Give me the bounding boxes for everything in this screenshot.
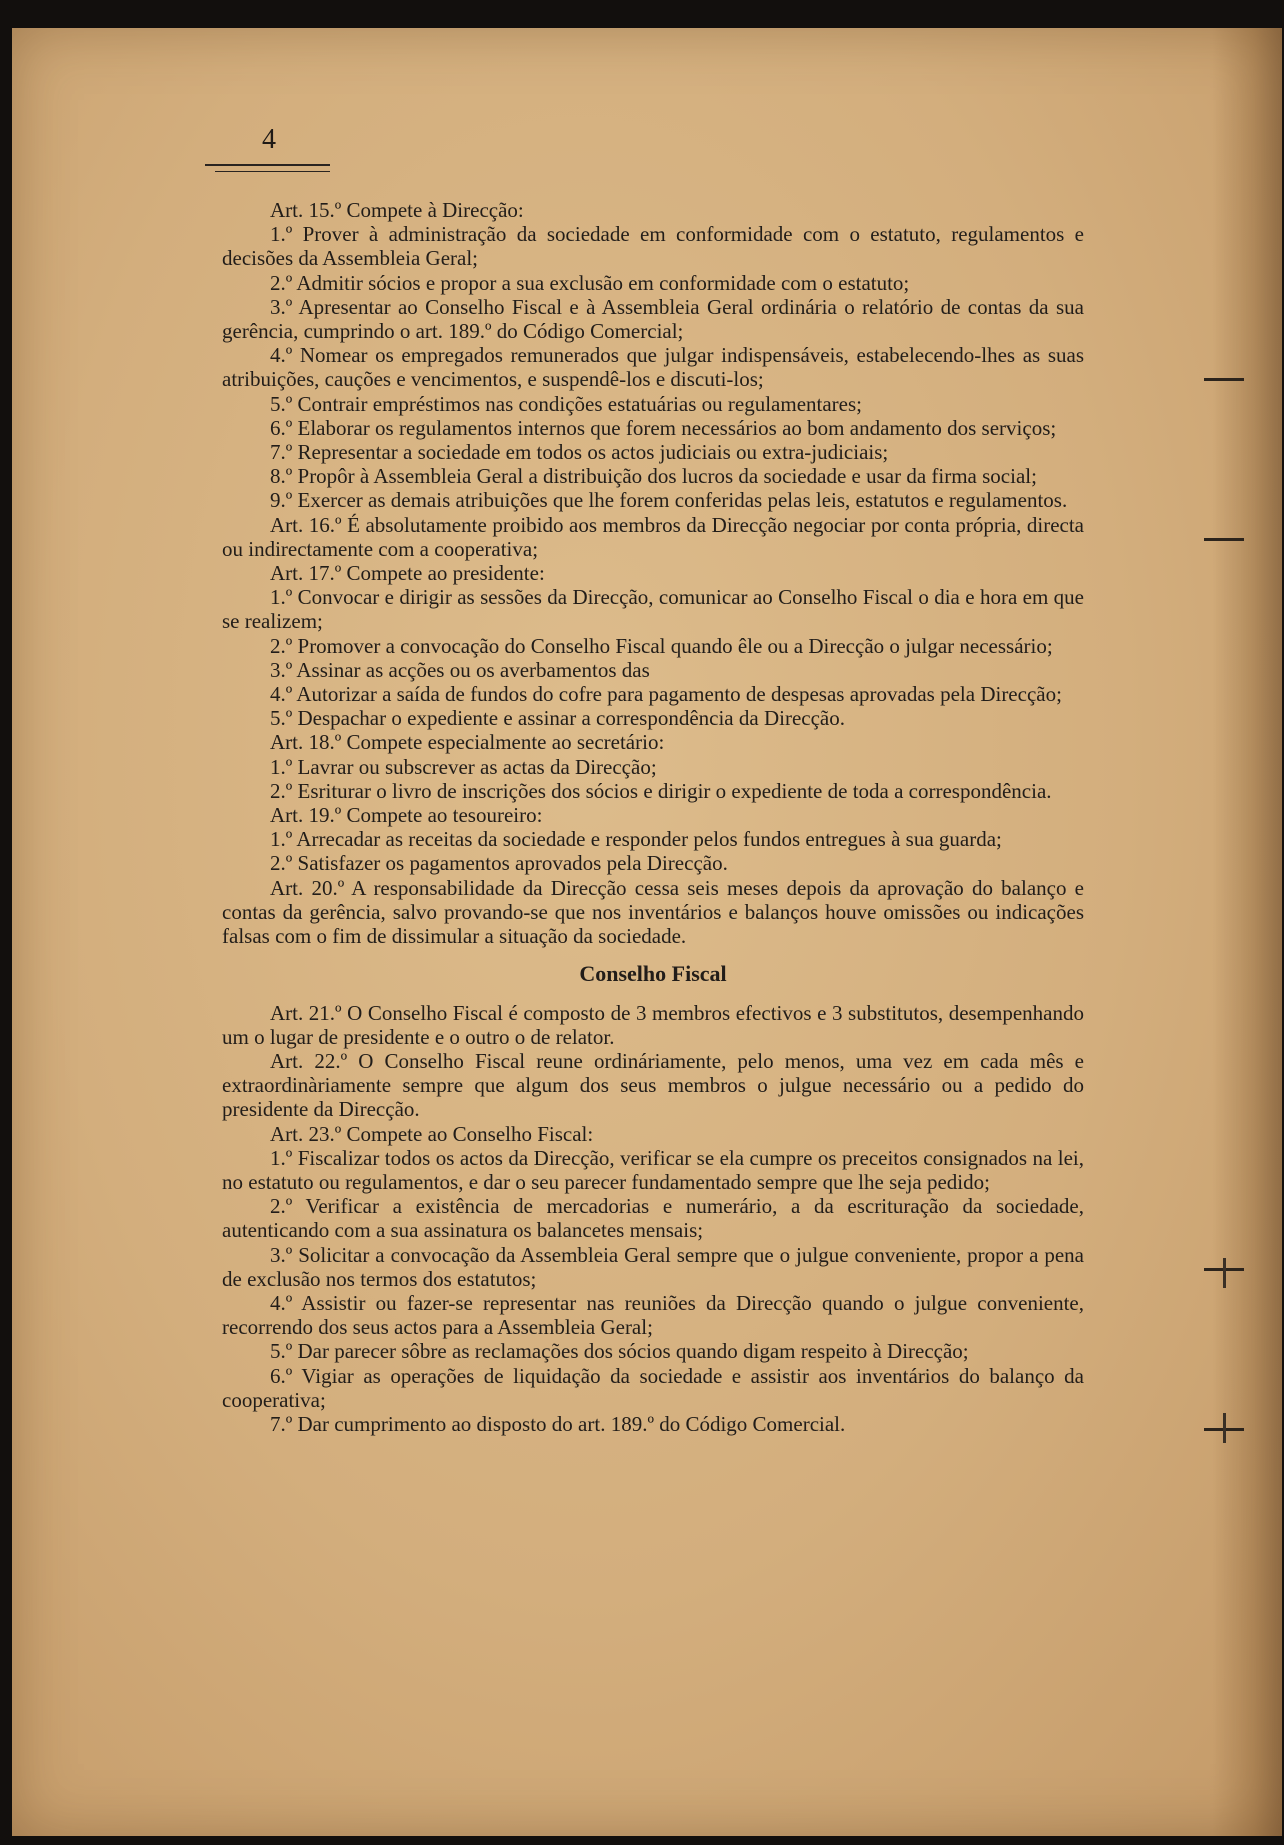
paragraph: 2.º Satisfazer os pagamentos aprovados pela Direcção.: [270, 851, 728, 876]
paragraph: 6.º Elaborar os regulamentos internos que forem necessários ao bom andamento dos serviços;: [270, 415, 1057, 440]
paragraph: Art. 22.º O Conselho Fiscal reune ordináriamente, pelo menos, uma vez em cada mês e extraordinàriamente sempre que algum dos seus membros o julgue necessário ou a pedido do presidente da Direcção.: [222, 1048, 1084, 1122]
document-body: [222, 198, 1084, 1436]
section-heading: Conselho Fiscal: [579, 961, 727, 987]
paragraph: 1.º Fiscalizar todos os actos da Direcção, verificar se ela cumpre os preceitos consignados na lei, no estatuto ou regulamentos, e dar o seu parecer fundamentado sempre que lhe seja pedido;: [222, 1145, 1084, 1194]
paragraph: 5.º Dar parecer sôbre as reclamações dos sócios quando digam respeito à Direcção;: [270, 1339, 969, 1364]
paragraph: 1.º Prover à administração da sociedade em conformidade com o estatuto, regulamentos e decisões da Assembleia Geral;: [222, 222, 1084, 271]
paragraph: 4.º Assistir ou fazer-se representar nas reuniões da Direcção quando o julgue conveniente, recorrendo dos seus actos para a Assembleia Geral;: [222, 1290, 1084, 1340]
paragraph: 1.º Convocar e dirigir as sessões da Direcção, comunicar ao Conselho Fiscal o dia e hora em que se realizem;: [222, 585, 1084, 634]
paragraph: Art. 18.º Compete especialmente ao secretário:: [270, 730, 665, 755]
binding-thread: [1223, 1413, 1226, 1443]
paragraph: 7.º Representar a sociedade em todos os actos judiciais ou extra-judiciais;: [270, 440, 889, 465]
paragraph: Art. 16.º É absolutamente proibido aos membros da Direcção negociar por conta própria, directa ou indirectamente com a cooperativa;: [222, 512, 1084, 561]
paragraph: 1.º Lavrar ou subscrever as actas da Direcção;: [270, 754, 657, 779]
paragraph: 3.º Apresentar ao Conselho Fiscal e à Assembleia Geral ordinária o relatório de contas da sua gerência, cumprindo o art. 189.º do Código Comercial;: [222, 294, 1084, 344]
binding-stitch: [1204, 378, 1244, 381]
paragraph: 2.º Admitir sócios e propor a sua exclusão em conformidade com o estatuto;: [270, 270, 910, 295]
header-rule: [205, 164, 330, 166]
paragraph: Art. 21.º O Conselho Fiscal é composto de 3 membros efectivos e 3 substitutos, desempenhando um o lugar de presidente e o outro o de relator.: [222, 1000, 1084, 1049]
paragraph: 5.º Contrair empréstimos nas condições estatuárias ou regulamentares;: [270, 391, 862, 416]
paragraph: 3.º Solicitar a convocação da Assembleia Geral sempre que o julgue conveniente, propor a pena de exclusão nos termos dos estatutos;: [222, 1242, 1084, 1291]
paragraph: 7.º Dar cumprimento ao disposto do art. 189.º do Código Comercial.: [270, 1411, 846, 1436]
paragraph: Art. 20.º A responsabilidade da Direcção cessa seis meses depois da aprovação do balanço e contas da gerência, salvo provando-se que nos inventários e balanços houve omissões ou indicações falsas com o fim de dissimular a situação da sociedade.: [222, 875, 1084, 949]
paragraph: 4.º Nomear os empregados remunerados que julgar indispensáveis, estabelecendo-lhes as suas atribuições, cauções e vencimentos, e suspendê-los e discuti-los;: [222, 343, 1084, 392]
paragraph: Art. 17.º Compete ao presidente:: [270, 561, 545, 586]
paragraph: 2.º Promover a convocação do Conselho Fiscal quando êle ou a Direcção o julgar necessário;: [270, 633, 1053, 658]
paragraph: 1.º Arrecadar as receitas da sociedade e responder pelos fundos entregues à sua guarda;: [270, 827, 1002, 852]
paragraph: 8.º Propôr à Assembleia Geral a distribuição dos lucros da sociedade e usar da firma social;: [270, 464, 1037, 489]
articles-direccao: [222, 198, 1084, 948]
paragraph: Art. 15.º Compete à Direcção:: [270, 198, 524, 222]
paragraph: 2.º Verificar a existência de mercadorias e numerário, a da escrituração da sociedade, autenticando com a sua assinatura os balancetes mensais;: [222, 1194, 1084, 1243]
paragraph: 4.º Autorizar a saída de fundos do cofre para pagamento de despesas aprovadas pela Direcção;: [270, 682, 1062, 707]
paragraph: Art. 19.º Compete ao tesoureiro:: [270, 803, 543, 828]
page-number: 4: [262, 124, 276, 155]
header-rule: [215, 171, 330, 172]
paragraph: 2.º Esriturar o livro de inscrições dos sócios e dirigir o expediente de toda a correspondência.: [270, 778, 1052, 803]
paragraph: 6.º Vigiar as operações de liquidação da sociedade e assistir aos inventários do balanço da cooperativa;: [222, 1363, 1084, 1412]
paragraph: 9.º Exercer as demais atribuições que lhe forem conferidas pelas leis, estatutos e regulamentos.: [270, 488, 1068, 513]
paragraph: Art. 23.º Compete ao Conselho Fiscal:: [270, 1121, 594, 1146]
articles-conselho-fiscal: [222, 1001, 1084, 1437]
binding-stitch: [1204, 538, 1244, 541]
binding-edge: [1212, 28, 1282, 1836]
paragraph: 5.º Despachar o expediente e assinar a correspondência da Direcção.: [270, 706, 845, 731]
paragraph: 3.º Assinar as acções ou os averbamentos das: [270, 657, 650, 682]
binding-thread: [1223, 1258, 1226, 1288]
